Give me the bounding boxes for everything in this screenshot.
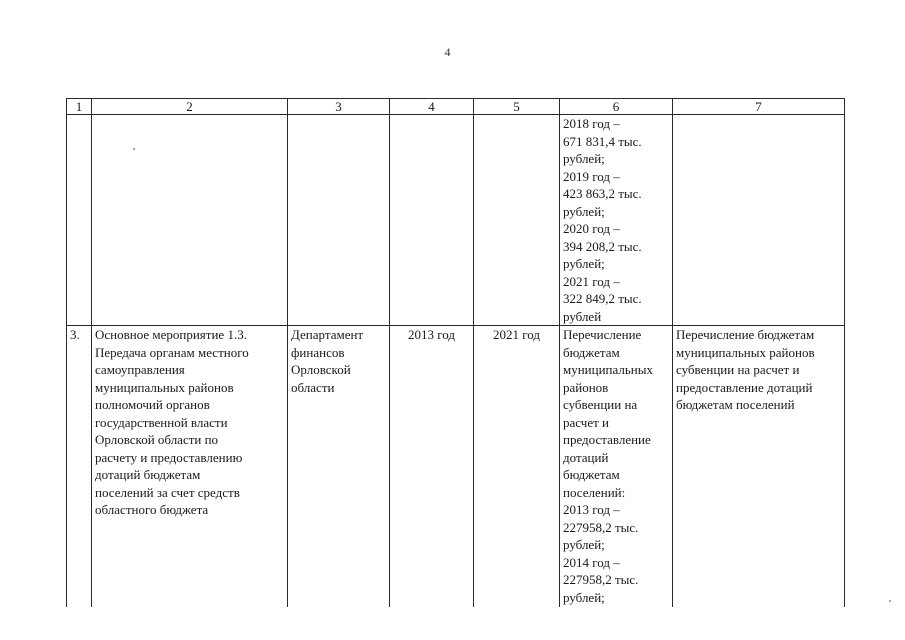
- cell-start: 2013 год: [390, 326, 474, 607]
- cell-executor: [288, 115, 390, 326]
- text-line: расчету и предоставлению: [95, 449, 243, 465]
- text-line: Департамент: [291, 327, 364, 342]
- text-line: области: [291, 379, 335, 395]
- text-line: рублей;: [563, 151, 605, 166]
- text-line: государственной власти: [95, 414, 228, 430]
- cell-start: [390, 115, 474, 326]
- text-line: 394 208,2 тыс.: [563, 238, 642, 254]
- text-line: муниципальных: [563, 362, 654, 377]
- text-line: дотаций бюджетам: [95, 467, 201, 482]
- header-cell: 6: [560, 99, 673, 115]
- text-line: расчет и: [563, 414, 609, 430]
- header-cell: 2: [92, 99, 288, 115]
- cell-executor: [288, 326, 390, 607]
- text-line: Основное мероприятие 1.3.: [95, 327, 247, 342]
- table-row: [67, 115, 845, 326]
- text-line: 423 863,2 тыс.: [563, 186, 642, 201]
- text-line: областного бюджета: [95, 502, 209, 517]
- text-line: Перечисление бюджетам: [676, 327, 815, 342]
- text-line: 2020 год –: [563, 221, 620, 236]
- text-line: 227958,2 тыс.: [563, 572, 639, 587]
- funding-lines: [563, 326, 669, 606]
- text-line: районов: [563, 379, 609, 395]
- text-line: рублей;: [563, 203, 605, 219]
- activity-name-lines: [95, 326, 284, 519]
- cell-result: [673, 115, 845, 326]
- header-cell: 5: [474, 99, 560, 115]
- text-line: бюджетам: [563, 344, 620, 360]
- header-cell: 7: [673, 99, 845, 115]
- text-line: бюджетам поселений: [676, 397, 795, 412]
- text-line: Орловской области по: [95, 432, 219, 447]
- text-line: бюджетам: [563, 467, 620, 482]
- text-line: субвенции на: [563, 397, 638, 412]
- text-line: предоставление: [563, 432, 651, 447]
- text-line: Перечисление: [563, 327, 642, 342]
- text-line: рублей;: [563, 537, 605, 552]
- funding-lines: [563, 115, 669, 325]
- text-line: полномочий органов: [95, 397, 210, 412]
- cell-name: [92, 115, 288, 326]
- text-line: Орловской: [291, 362, 351, 377]
- cell-name: [92, 326, 288, 607]
- cell-result: [673, 326, 845, 607]
- scan-speck: [889, 600, 891, 602]
- scan-speck: [133, 148, 135, 150]
- text-line: 2021 год –: [563, 273, 620, 289]
- result-lines: [676, 326, 841, 414]
- page-number: 4: [444, 45, 451, 59]
- cell-number: 3.: [67, 326, 92, 607]
- cell-end: 2021 год: [474, 326, 560, 607]
- text-line: 2019 год –: [563, 168, 620, 184]
- text-line: рублей;: [563, 256, 605, 271]
- text-line: 2014 год –: [563, 554, 620, 570]
- text-line: финансов: [291, 344, 345, 360]
- text-line: Передача органам местного: [95, 344, 249, 360]
- table-row: [67, 326, 845, 607]
- executor-lines: [291, 326, 386, 396]
- text-line: 671 831,4 тыс.: [563, 133, 642, 149]
- text-line: поселений за счет средств: [95, 484, 240, 500]
- text-line: муниципальных районов: [95, 379, 234, 395]
- text-line: предоставление дотаций: [676, 379, 813, 395]
- text-line: 322 849,2 тыс.: [563, 291, 642, 306]
- text-line: 227958,2 тыс.: [563, 519, 639, 535]
- text-line: рублей;: [563, 589, 605, 605]
- text-line: самоуправления: [95, 362, 185, 377]
- header-cell: 4: [390, 99, 474, 115]
- cell-number: [67, 115, 92, 326]
- cell-end: [474, 115, 560, 326]
- text-line: субвенции на расчет и: [676, 362, 800, 377]
- header-cell: 3: [288, 99, 390, 115]
- text-line: дотаций: [563, 449, 609, 465]
- text-line: 2018 год –: [563, 116, 620, 131]
- program-table: [66, 98, 845, 607]
- text-line: рублей: [563, 308, 602, 324]
- header-cell: 1: [67, 99, 92, 115]
- cell-funding: [560, 115, 673, 326]
- table-header-row: [67, 99, 845, 115]
- text-line: муниципальных районов: [676, 344, 815, 360]
- text-line: 2013 год –: [563, 502, 620, 517]
- text-line: поселений:: [563, 484, 626, 500]
- cell-funding: [560, 326, 673, 607]
